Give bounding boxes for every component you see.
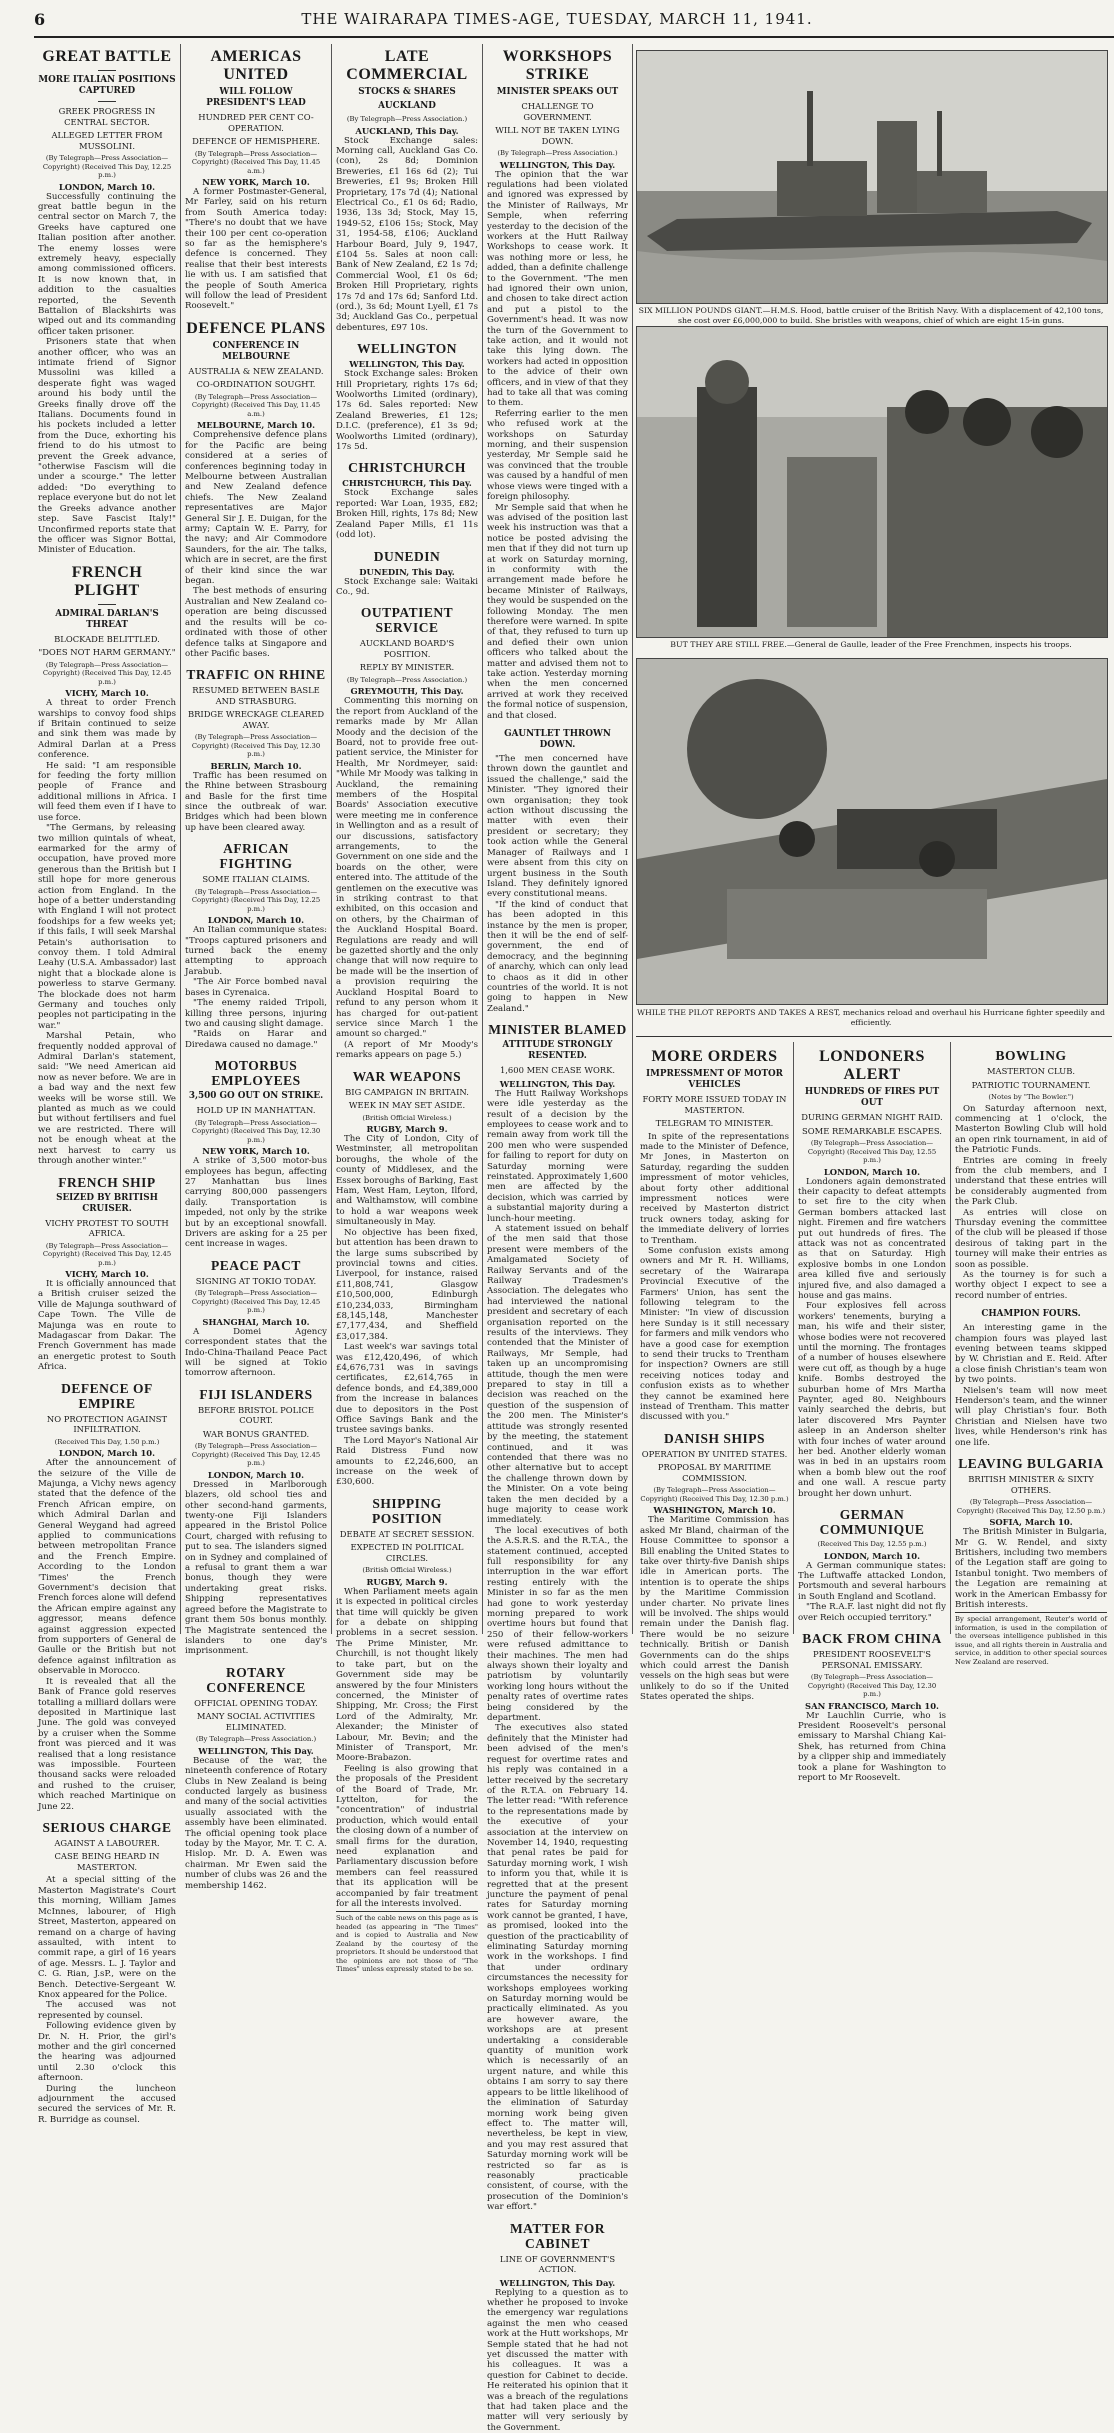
subheading: EXPECTED IN POLITICAL CIRCLES. — [350, 1542, 464, 1563]
subheading: "DOES NOT HARM GERMANY." — [38, 647, 176, 658]
paragraph: (A report of Mr Moody's remarks appears on page 5.) — [336, 1039, 478, 1061]
paragraph: Marshal Petain, who frequently nodded approval of Admiral Darlan's statement, said: "We need American aid now as never before. We are in a bad way and the next few weeks will be worse still. We planted as much as we could but without fertilisers and fuel we are restricted. There will not be enough wheat at the next harvest to carry us through another winter." — [38, 1031, 176, 1167]
credit-line: (By Telegraph—Press Association—Copyright) (Received This Day, 12.45 p.m.) — [42, 1241, 172, 1267]
paragraph: It is officially announced that a British cruiser seized the Ville de Majunga southward of Cape Town. The Ville de Majunga was en route to Madagascar from Dakar. The French Government has made an energetic protest to South Africa. — [38, 1279, 176, 1373]
subheading: GAUNTLET THROWN DOWN. — [504, 729, 611, 751]
section-rule — [636, 1036, 1112, 1037]
photo-caption: WHILE THE PILOT REPORTS AND TAKES A REST, mechanics reload and overhaul his Hurricane fighter speedily and efficiently. — [637, 1008, 1105, 1027]
article-wellington-stocks — [336, 341, 478, 452]
column-1 — [38, 44, 176, 2125]
paragraph: Entries are coming in freely from the club members, and I understand that these entries will be considerably augmented from the Park Club. — [955, 1155, 1107, 1208]
paragraph: "The R.A.F. last night did not fly over Reich occupied territory." — [798, 1602, 946, 1623]
column-rule — [331, 44, 332, 1634]
paragraph: A threat to order French warships to convoy food ships if Britain continued to seize and sink them was made by Admiral Darlan at a Press conference. — [38, 698, 176, 761]
paragraph: Prisoners state that when another officer, who was an intimate friend of Signor Mussolini was killed a desperate fight was waged around his body until the Greeks finally drove off the Italians. Documents found in his pockets included a letter from the Duce, exhorting his friend to do his utmost to prevent the Greek advance, "otherwise Fascism will die under a scourge." The letter added: "Do everything to replace everyone but do not let the Greeks advance another step. Save Fascist Italy!" Unconfirmed reports state that the officer was Signor Bottai, Minister of Education. — [38, 337, 176, 556]
subheading: IMPRESSMENT OF MOTOR VEHICLES — [646, 1069, 783, 1090]
column-rule — [632, 44, 633, 1634]
article-champion-fours — [955, 1309, 1107, 1448]
headline: MINISTER BLAMED — [488, 1022, 627, 1038]
credit-line: (By Telegraph—Press Association.) — [346, 115, 468, 123]
subheading: TELEGRAM TO MINISTER. — [655, 1118, 774, 1128]
article-danish-ships — [640, 1431, 789, 1703]
paragraph: No objective has been fixed, but attention has been drawn to the large sums subscribed by provincial towns and cities. Liverpool, for instance, raised £11,808,741, Glasgow £10,500,000, Edinburgh £10,234,033, Birmingham £8,145,148, Manchester £7,177,434, and Sheffield £3,017,384. — [336, 1227, 478, 1342]
paragraph: In spite of the representations made to the Minister of Defence, Mr Jones, in Masterton on Saturday, regarding the sudden impressment of motor vehicles, about forty other additional impressment notices were received by Masterton district truck owners today, asking for the immediate delivery of lorries to Trentham. — [640, 1131, 789, 1246]
credit-line: (By Telegraph—Press Association—Copyright) (Received This Day, 12.45 p.m.) — [191, 1442, 321, 1468]
dateline: WELLINGTON, This Day. — [499, 159, 616, 170]
headline: WELLINGTON — [356, 341, 458, 357]
subheading: CASE BEING HEARD IN MASTERTON. — [54, 1851, 160, 1872]
credit-line: (By Telegraph—Press Association—Copyright) (Received This Day, 12.25 p.m.) — [191, 887, 321, 913]
paragraph: After the announcement of the seizure of the Ville de Majunga, a Vichy news agency stated that the defence of the French African empire, on which Admiral Darlan and General Weygand had agreed applied to communications between metropolitan France and the French Empire. According to the London 'Times' the French Government's decision that French forces alone will defend the African empire against any aggressor, means defence against aggression expected from supporters of General de Gaulle or the British but not defence against infiltration as observable in Morocco. — [38, 1458, 176, 1677]
subheading: BRIDGE WRECKAGE CLEARED AWAY. — [187, 709, 325, 730]
photo-de-gaulle-inspection — [636, 326, 1108, 638]
column-6 — [798, 1044, 946, 1783]
subheading: CHALLENGE TO GOVERNMENT. — [521, 101, 594, 122]
photo-hms-hood — [636, 50, 1108, 304]
headline: LATE COMMERCIAL — [346, 48, 468, 83]
paragraph: Successfully continuing the great battle begun in the central sector on March 7, the Greeks have captured one Italian position after another. The enemy losses were extremely heavy, especially among commissioned officers. It is now known that, in addition to the casualties reported, the Seventh Battalion of Blackshirts was wiped out and its commanding officer taken prisoner. — [38, 191, 176, 337]
credit-line: (By Telegraph—Press Association—Copyright) (Received This Day, 12.30 p.m.) — [807, 1673, 937, 1699]
subheading: DEBATE AT SECRET SESSION. — [339, 1528, 475, 1539]
headline: CHRISTCHURCH — [348, 460, 466, 476]
article-german-communique — [798, 1507, 946, 1623]
credit-line: (By Telegraph—Press Association—Copyright) (Received This Day, 11.45 a.m.) — [191, 392, 321, 418]
credit-line: (British Official Wireless.) — [362, 1113, 452, 1122]
photo-caption: BUT THEY ARE STILL FREE.—General de Gaulle, leader of the Free Frenchmen, inspects his troops. — [670, 640, 1072, 649]
headline: DEFENCE PLANS — [186, 319, 326, 337]
column-rule — [950, 1042, 951, 1634]
subheading: SEIZED BY BRITISH CRUISER. — [56, 1192, 158, 1214]
paragraph: Londoners again demonstrated their capacity to defeat attempts to set fire to the city when German bombers attacked last night. Firemen and fire watchers put out hundreds of fires. The attack was not as concentrated as that on Saturday. High explosive bombs in one London area killed five and seriously injured five, and also damaged a house and gas mains. — [798, 1176, 946, 1301]
article-back-from-china — [798, 1631, 946, 1783]
article-matter-for-cabinet — [487, 2221, 628, 2433]
subheading: CONFERENCE IN MELBOURNE — [212, 340, 300, 362]
paragraph: Mr Lauchlin Currie, who is President Roosevelt's personal emissary to Marshal Chiang Kai-Shek, has returned from China by a clipper ship and immediately took a plane for Washington to report to Mr Roosevelt. — [798, 1710, 946, 1783]
article-leaving-bulgaria — [955, 1456, 1107, 1666]
headline: OUTPATIENT SERVICE — [360, 605, 454, 636]
dateline: VICHY, March 10. — [65, 1269, 149, 1279]
headline: WORKSHOPS STRIKE — [502, 48, 613, 83]
subheading: FORTY MORE ISSUED TODAY IN MASTERTON. — [642, 1094, 787, 1115]
credit-line: (By Telegraph—Press Association.) — [195, 1735, 317, 1744]
paragraph: A statement issued on behalf of the men said that those present were members of the Amalgamated Society of Railway Servants and of the Railway Tradesmen's Association. The delegates who had interviewed the national president and secretary of each organisation reported on the results of the interviews. They contended that the Minister of Railways, Mr Semple, had taken up an uncompromising attitude, though the men were prepared to stay in till a decision was reached on the question of the suspension of the 200 men. The Minister's attitude was strongly resented by the meeting, the statement continued, and it was contended that there was no other alternative but to accept the challenge thrown down by the Minister. On a vote being taken the men decided by a huge majority to cease work immediately. — [487, 1223, 628, 1526]
article-african-fighting — [185, 841, 327, 1050]
paragraph: The Hutt Railway Workshops were idle yesterday as the result of a decision by the employees to cease work and to remain away from work till the 200 men who were suspended for failing to report for duty on Saturday morning were reinstated. Approximately 1,600 men are affected by the decision, which was carried by a substantial majority during a lunch-hour meeting. — [487, 1088, 628, 1224]
article-traffic-on-rhine — [185, 667, 327, 833]
article-americas-united — [185, 48, 327, 312]
paragraph: Four explosives fell across workers' tenements, burying a man, his wife and their sister, whose bodies were not recovered until the morning. The frontages of a number of houses elsewhere were cut off, as though by a huge knife. Bombs destroyed the suburban home of Mrs Martha Paynter, aged 80. Neighbours vainly searched the debris, but later discovered Mrs Paynter asleep in an Anderson shelter with four inches of water around her bed. Another elderly woman was in bed in an upstairs room when a bomb blew out the roof and one wall. A rescue party brought her down unhurt. — [798, 1301, 946, 1499]
paragraph: Feeling is also growing that the proposals of the President of the Board of Trade, Mr. Lyttelton, for the "concentration" of industrial production, which would entail the closing down of a number of small firms for the duration, need explanation and Parliamentary discussion before members can feel reassured that its application will be accompanied by fair treatment for all the interests involved. — [336, 1763, 478, 1910]
headline: PEACE PACT — [211, 1257, 301, 1273]
headline: DEFENCE OF EMPIRE — [61, 1380, 153, 1411]
article-gauntlet-thrown-down — [487, 729, 628, 1014]
subheading: BLOCKADE BELITTLED. — [54, 633, 160, 644]
dateline: LONDON, March 10. — [207, 915, 305, 926]
headline: LONDONERS ALERT — [819, 1048, 925, 1083]
credit-line: (Received This Day, 12.55 p.m.) — [817, 1540, 927, 1549]
photo-caption: SIX MILLION POUNDS GIANT.—H.M.S. Hood, battle cruiser of the British Navy. With a displacement of 42,100 tons, she cost over £6,000,000 to build. She bristles with weapons, chief of which are eight 15-in guns. — [638, 306, 1104, 325]
headline: TRAFFIC ON RHINE — [186, 667, 326, 683]
headline: ROTARY CONFERENCE — [206, 1664, 306, 1695]
paragraph: Stock Exchange sales: Morning call, Auckland Gas Co. (con), 2s 8d; Dominion Breweries, £1 16s 6d (2); Tui Breweries, £1 9s; Broken Hill Proprietary, 17s 7d (4); National Electrical Co., £1 0s 6d; Radio, 1936, 13s 3d; Stock, May 15, 1949-52, £106 15s; Stock, May 31, 1954-58, £106; Auckland Harbour Board, July 9, 1947, £104 5s. Sales at noon call: Bank of New Zealand, £2 1s 7d; Commercial Wool, £1 0s 6d; Broken Hill Proprietary, rights 17s 7d and 17s 6d; Sanford Ltd. (ord.), 3s 6d; Mount Lyell, £1 7s 3d; Auckland Gas Co., perpetual debentures, £97 10s. — [336, 135, 478, 333]
headline: FRENCH SHIP — [58, 1174, 156, 1190]
paragraph: Stock Exchange sale: Waitaki Co., 9d. — [336, 576, 478, 597]
headline: WAR WEAPONS — [352, 1068, 462, 1084]
headline: LEAVING BULGARIA — [958, 1456, 1104, 1472]
article-workshops-strike — [487, 48, 628, 721]
dateline: SAN FRANCISCO, March 10. — [805, 1700, 939, 1711]
credit-line: (By Telegraph—Press Association—Copyright) (Received This Day, 12.30 p.m.) — [640, 1486, 789, 1503]
dateline: WELLINGTON, This Day. — [198, 1745, 314, 1756]
subheading: WAR BONUS GRANTED. — [202, 1428, 310, 1439]
credit-line: (By Telegraph—Press Association—Copyright) (Received This Day, 12.30 p.m.) — [191, 1118, 321, 1144]
article-war-weapons — [336, 1069, 478, 1488]
subheading: STOCKS & SHARES — [358, 87, 456, 97]
paragraph: "The enemy raided Tripoli, killing three persons, injuring two and causing slight damage. — [185, 998, 327, 1029]
article-bowling — [955, 1048, 1107, 1301]
dateline: SHANGHAI, March 10. — [202, 1316, 310, 1327]
paragraph: Nielsen's team will now meet Henderson's team, and the winner will play Christian's four. Both Christian and Nielsen have two lives, while Henderson's rink has one life. — [955, 1385, 1107, 1448]
subheading: LINE OF GOVERNMENT'S ACTION. — [499, 2253, 616, 2275]
paragraph: The local executives of both the A.S.R.S. and the R.T.A., the statement continued, accepted full responsibility for any interruption in the war effort resting entirely with the Minister in so far as the men had gone to work yesterday morning prepared to work overtime hours but found that 250 of their fellow-workers were refused admittance to their machines. The men had always shown their loyalty and patriotism by voluntarily working long hours without the penalty rates of overtime rates being considered by the department. — [487, 1525, 628, 1724]
dateline: GREYMOUTH, This Day. — [350, 686, 464, 697]
dateline: WELLINGTON, This Day. — [499, 2277, 616, 2288]
headline: BOWLING — [995, 1048, 1067, 1063]
headline: DANISH SHIPS — [664, 1430, 765, 1446]
paragraph: An interesting game in the champion fours was played last evening between teams skipped by W. Christian and E. Reid. After a close finish Christian's team won by two points. — [955, 1323, 1107, 1386]
subheading: GREEK PROGRESS IN CENTRAL SECTOR. — [58, 106, 156, 127]
subheading: DEFENCE OF HEMISPHERE. — [192, 136, 320, 146]
headline: MOTORBUS EMPLOYEES — [211, 1058, 301, 1089]
credit-line: (By Telegraph—Press Association—Copyright) (Received This Day, 11.45 a.m.) — [191, 149, 321, 175]
column-rule — [482, 44, 483, 1634]
paragraph: A German communique states: The Luftwaffe attacked London, Portsmouth and several harbours in South England and Scotland. — [798, 1560, 946, 1602]
subheading: MANY SOCIAL ACTIVITIES ELIMINATED. — [196, 1711, 316, 1732]
subheading: ATTITUDE STRONGLY RESENTED. — [502, 1040, 613, 1062]
dateline: NEW YORK, March 10. — [202, 177, 310, 187]
paragraph: The opinion that the war regulations had been violated and ignored was expressed by the Minister of Railways, Mr Semple, when referring yesterday to the decision of the workers at the Hutt Railway Workshops to cease work. It was nothing more or less, he added, than a definite challenge to the Government. "The men had ignored their own union, and chosen to take direct action and put a pistol to the Government's head. It was now the turn of the Government to take action, and it would not take this lying down. The workers had acted in opposition to the advice of their own officers, and in view of that they had to take all that was coming to them. — [487, 169, 628, 409]
subheading: WILL FOLLOW PRESIDENT'S LEAD — [206, 87, 306, 108]
article-christchurch-stocks — [336, 460, 478, 540]
paragraph: When Parliament meets again it is expected in political circles that time will quickly be given for a debate on shipping problems in a secret session. The Prime Minister, Mr. Churchill, is not thought likely to take part, but on the Government side may be answered by the four Ministers concerned, the Minister of Shipping, Mr. Cross; the First Lord of the Admiralty, Mr. Alexander; the Minister of Labour, Mr. Bevin; and the Minister of Transport, Mr. Moore-Brabazon. — [336, 1586, 478, 1764]
dateline: LONDON, March 10. — [207, 1469, 305, 1480]
article-french-plight — [38, 564, 176, 1167]
dateline: WELLINGTON, This Day. — [349, 359, 465, 370]
dateline: LONDON, March 10. — [823, 1550, 921, 1561]
paragraph: Mr Semple said that when he was advised of the position last week his instruction was that a notice be posted advising the men that if they did not turn up at work on Saturday morning, in conformity with the arrangement made before he became Minister of Railways, they would be suspended on the following Monday. The men therefore were warned. In spite of that, they refused to turn up and defied their own union officers who talked about the matter and advised them not to take action. Yesterday morning when the men concerned arrived at work they received the formal notice of suspension, and that closed. — [487, 502, 628, 721]
credit-line: (By Telegraph—Press Association.) — [346, 675, 468, 684]
subheading: NO PROTECTION AGAINST INFILTRATION. — [46, 1413, 168, 1435]
paragraph: During the luncheon adjournment the accused secured the services of Mr. R. R. Burridge as counsel. — [38, 2083, 176, 2125]
paragraph: The City of London, City of Westminster, all metropolitan boroughs, the whole of the county of Middlesex, and the Essex boroughs of Barking, East Ham, West Ham, Leyton, Ilford, and Walthamstow, will combine to hold a war weapons week simultaneously in May. — [336, 1134, 478, 1228]
subheading: AUCKLAND BOARD'S POSITION. — [359, 638, 455, 659]
column-5 — [640, 1044, 789, 1703]
credit-line: (Received This Day, 1.50 p.m.) — [54, 1437, 160, 1446]
column-rule — [180, 44, 181, 1634]
subheading: ALLEGED LETTER FROM MUSSOLINI. — [51, 130, 163, 151]
headline: GREAT BATTLE — [42, 48, 172, 65]
masthead — [0, 0, 1114, 34]
subheading: SOME ITALIAN CLAIMS. — [202, 874, 310, 885]
column-7 — [955, 1044, 1107, 1666]
headline: GERMAN COMMUNIQUE — [819, 1507, 925, 1538]
newspaper-title: THE WAIRARAPA TIMES-AGE, TUESDAY, MARCH 11, 1941. — [301, 10, 813, 28]
paragraph: A strike of 3,500 motor-bus employees has begun, affecting 27 Manhattan bus lines carrying 800,000 passengers daily. Transportation is impeded, not only by the strike but by an exceptional snowfall. Drivers are asking for a 25 per cent increase in wages. — [185, 1156, 327, 1250]
headline: FRENCH PLIGHT — [71, 563, 143, 599]
headline: MATTER FOR CABINET — [509, 2220, 606, 2251]
article-great-battle — [38, 48, 176, 556]
paragraph: The executives also stated definitely that the Minister had been advised of the men's request for overtime rates and his reply was contained in a letter received by the secretary of the R.T.A. on February 14. The letter read: "With reference to the representations made by the executive of your association at the interview on November 14, 1940, requesting that penal rates be paid for Saturday morning work, I wish to inform you that, while it is regretted that at the present juncture the payment of penal rates for Saturday morning work cannot be granted, I have, as promised, looked into the question of the practicability of eliminating Saturday morning work in the workshops. I find that under ordinary circumstances the necessity for workshops employees working on Saturday morning would be practically eliminated. As you are however aware, the workshops are at present undertaking a considerable quantity of munition work which is necessarily of an urgent nature, and while this obtains I am sorry to say there appears to be little likelihood of the elimination of Saturday morning work being given effect to. The matter will, nevertheless, be kept in view, and you may rest assured that Saturday morning work will be restricted so far as is reasonably practicable consistent, of course, with the prosecution of the Dominion's war effort." — [487, 1723, 628, 2213]
headline: BACK FROM CHINA — [802, 1631, 942, 1647]
paragraph: Dressed in Marlborough blazers, old school ties and other second-hand garments, twenty-one Fiji Islanders appeared in the Bristol Police Court, charged with refusing to put to sea. The islanders signed on in Sydney and complained of a refusal to grant them a war bonus, though they were undertaking great risks. Shipping representatives agreed before the Magistrate to grant them 50s bonus monthly. The Magistrate sentenced the islanders to one day's imprisonment. — [185, 1479, 327, 1657]
dateline: DUNEDIN, This Day. — [359, 566, 455, 577]
subheading: VICHY PROTEST TO SOUTH AFRICA. — [45, 1217, 169, 1238]
subheading: OFFICIAL OPENING TODAY. — [194, 1697, 318, 1708]
dateline: LONDON, March 10. — [58, 1448, 156, 1459]
column-3 — [336, 44, 478, 1974]
article-londoners-alert — [798, 1048, 946, 1499]
subheading: PATRIOTIC TOURNAMENT. — [971, 1079, 1091, 1090]
paragraph: On Saturday afternoon next, commencing at 1 o'clock, the Masterton Bowling Club will hold an open rink tournament, in aid of the Patriotic Funds. — [955, 1103, 1107, 1156]
subheading: BIG CAMPAIGN IN BRITAIN. — [345, 1086, 469, 1097]
article-peace-pact — [185, 1258, 327, 1379]
paragraph: The accused was not represented by counsel. — [38, 2000, 176, 2021]
column-rule — [793, 1042, 794, 1634]
paragraph: Commenting this morning on the report from Auckland of the remarks made by Mr Allan Moody and the decision of the Board, not to provide free out-patient service, the Minister for Health, Mr Nordmeyer, said: "While Mr Moody was talking in Auckland, the remaining members of the Hospital Boards' Association executive were meeting me in conference in Wellington and as a result of our discussions, satisfactory arrangements, to the Government on one side and the boards on the other, were entered into. The attitude of the gentlemen on the executive was in striking contrast to that exhibited, on this occasion and on others, by the Chairman of the Auckland Hospital Board. Regulations are ready and will be gazetted shortly and the only change that will now require to be made will be the insertion of a provision requiring the Auckland Hospital Board to refund to any person whom it has charged for out-patient service since March 1 the amount so charged." — [336, 696, 478, 1040]
subheading: PROPOSAL BY MARITIME COMMISSION. — [657, 1462, 772, 1483]
paragraph: Some confusion exists among owners and Mr R. H. Williams, secretary of the Wairarapa Provincial Executive of the Farmers' Union, has sent the following telegram to the Minister: "In view of discussion here Sunday is it still necessary for farmers and milk vendors who have a good case for exemption to send their trucks to Trentham for inspection? Owners are still receiving notices today and confusion exists as to whether they cannot be examined here instead of Trentham. This matter discussed with you." — [640, 1245, 789, 1423]
article-shipping-position — [336, 1496, 478, 1974]
paragraph: "The Germans, by releasing two million quintals of wheat, earmarked for the army of occupation, have proved more generous than the British but I still hope for more generous action from England. In the hope of a better understanding with England I will not protect foodships for a few weeks yet; if this fails, I will seek Marshal Petain's authorisation to convoy them. I told Admiral Leahy (U.S.A. Ambassador) last night that a blockade alone is powerless to starve Germany. The blockade does not harm Germany and touches only peoples not participating in the war." — [38, 823, 176, 1031]
article-serious-charge — [38, 1820, 176, 2125]
paragraph: As the tourney is for such a worthy object I expect to see a record number of entries. — [955, 1270, 1107, 1301]
dateline: AUCKLAND, This Day. — [355, 125, 459, 136]
credit-line: (By Telegraph—Press Association—Copyright) (Received This Day, 12.55 p.m.) — [807, 1139, 937, 1164]
paragraph: Last week's war savings total was £12,420,496, of which £4,676,731 was in savings certificates, £2,614,765 in defence bonds, and £4,389,000 from the increase in balances due to depositors in the Post Office Savings Bank and the trustee savings banks. — [336, 1342, 478, 1436]
subheading: WILL NOT BE TAKEN LYING DOWN. — [495, 125, 620, 146]
credit-line: (By Telegraph—Press Association.) — [497, 149, 618, 157]
headline: DUNEDIN — [373, 548, 441, 564]
paragraph: Stock Exchange sales: Broken Hill Proprietary, rights 17s 6d; Woolworths Limited (ordinary), 17s 6d. Sales reported: New Zealand Breweries, £1 12s; D.I.C. (preference), £1 3s 9d; Woolworths Limited (ordinary), 17s 5d. — [336, 369, 478, 453]
subheading: HUNDRED PER CENT CO-OPERATION. — [198, 112, 314, 133]
paragraph: Following evidence given by Dr. N. H. Prior, the girl's mother and the girl concerned the hearing was adjourned until 2.30 o'clock this afternoon. — [38, 2021, 176, 2084]
credit-line: (By Telegraph—Press Association—Copyright) (Received This Day, 12.45 p.m.) — [191, 1289, 321, 1315]
dateline: SOFIA, March 10. — [989, 1517, 1073, 1528]
subheading: AGAINST A LABOURER. — [54, 1837, 160, 1848]
article-late-commercial — [336, 48, 478, 333]
subheading: HUNDREDS OF FIRES PUT OUT — [804, 1087, 940, 1108]
column-2 — [185, 44, 327, 1891]
subheading: AUSTRALIA & NEW ZEALAND. — [188, 365, 324, 376]
subheading: WEEK IN MAY SET ASIDE. — [348, 1100, 466, 1111]
subheading: REPLY BY MINISTER. — [359, 662, 455, 673]
credit-line: (By Telegraph—Press Association—Copyright) (Received This Day, 12.30 p.m.) — [191, 733, 321, 759]
dateline: LONDON, March 10. — [58, 181, 156, 192]
dateline: VICHY, March 10. — [65, 688, 149, 699]
subheading: ADMIRAL DARLAN'S THREAT — [55, 608, 159, 630]
subheading: SIGNING AT TOKIO TODAY. — [195, 1275, 317, 1286]
paragraph: It is revealed that all the Bank of France gold reserves totalling a milliard dollars were deposited in Martinique last June. The gold was conveyed by a cruiser when the Somme front was pierced and it was realised that a long resistance was impossible. Fourteen thousand sacks were reloaded and rushed to the cruiser, which reached Martinique on June 22. — [38, 1676, 176, 1812]
dateline: RUGBY, March 9. — [366, 1124, 448, 1135]
headline: FIJI ISLANDERS — [199, 1386, 313, 1402]
paragraph: As entries will close on Thursday evening the committee of the club will be pleased if those desirous of taking part in the tourney will make their entries as soon as possible. — [955, 1207, 1107, 1270]
article-defence-of-empire — [38, 1381, 176, 1812]
credit-line: (By Telegraph—Press Association—Copyright) (Received This Day, 12.25 p.m.) — [42, 154, 172, 179]
subheading: AUCKLAND — [378, 101, 436, 111]
article-rotary-conference — [185, 1665, 327, 1891]
subheading: HOLD UP IN MANHATTAN. — [196, 1105, 316, 1116]
subheading: PRESIDENT ROOSEVELT'S PERSONAL EMISSARY. — [812, 1649, 932, 1670]
page-number: 6 — [34, 10, 46, 29]
paragraph: Because of the war, the nineteenth conference of Rotary Clubs in New Zealand is being conducted largely as business and many of the social activities usually associated with the assembly have been eliminated. The official opening took place today by the Mayor, Mr. T. C. A. Hislop. Mr. D. A. Ewen was chairman. Mr Ewen said the number of clubs was 26 and the membership 1462. — [185, 1755, 327, 1891]
article-dunedin-stocks — [336, 549, 478, 598]
subheading: MINISTER SPEAKS OUT — [496, 87, 619, 97]
paragraph: A Domei Agency correspondent states that the Indo-China-Thailand Peace Pact will be signed at Tokio tomorrow afternoon. — [185, 1326, 327, 1379]
dateline: BERLIN, March 10. — [210, 760, 302, 771]
subheading: CHAMPION FOURS. — [981, 1309, 1081, 1320]
headline: SERIOUS CHARGE — [42, 1819, 172, 1835]
paragraph: He said: "I am responsible for feeding the forty million people of France and additional millions in Africa. I will feed them even if I have to use force. — [38, 760, 176, 823]
battleship-illustration — [637, 51, 1107, 303]
credit-line: (Notes by "The Bowler.") — [988, 1093, 1074, 1101]
subheading: 3,500 GO OUT ON STRIKE. — [188, 1091, 324, 1102]
paragraph: "If the kind of conduct that has been adopted in this instance by the men is proper, then it will be the end of self-government, the end of democracy, and the beginning of anarchy, which can only lead to chaos as it did in other countries of the world. It is not going to happen in New Zealand." — [487, 899, 628, 1014]
dateline: NEW YORK, March 10. — [202, 1146, 310, 1157]
subheading: SOME REMARKABLE ESCAPES. — [802, 1125, 942, 1136]
dateline: WASHINGTON, March 10. — [653, 1505, 776, 1516]
headline: AFRICAN FIGHTING — [219, 841, 293, 872]
aircraft-illustration — [637, 659, 1107, 1004]
article-defence-plans — [185, 320, 327, 659]
footnote: Such of the cable news on this page as is headed (as appearing in "The Times" and is copied to Australia and New Zealand by the courtesy of the proprietors. It should be understood that the opinions are not those of "The Times" unless expressly stated to be so. — [336, 1911, 478, 1974]
subheading: CO-ORDINATION SOUGHT. — [196, 379, 316, 390]
headline: SHIPPING POSITION — [371, 1495, 443, 1526]
headline: AMERICAS UNITED — [210, 48, 302, 83]
paragraph: "The Air Force bombed naval bases in Cyrenaica. — [185, 977, 327, 998]
dateline: WELLINGTON, This Day. — [499, 1078, 616, 1089]
headline: MORE ORDERS — [651, 1048, 778, 1065]
masthead-rule — [34, 36, 1114, 38]
article-outpatient-service — [336, 605, 478, 1060]
subheading: RESUMED BETWEEN BASLE AND STRASBURG. — [192, 685, 320, 706]
credit-line: (British Official Wireless.) — [362, 1566, 452, 1575]
subheading: OPERATION BY UNITED STATES. — [641, 1448, 788, 1459]
dateline: RUGBY, March 9. — [366, 1576, 448, 1587]
paragraph: Replying to a question as to whether he proposed to invoke the emergency war regulations against the men who ceased work at the Hutt workshops, Mr Semple stated that he had not yet discussed the matter with his colleagues. It was a question for Cabinet to decide. He reiterated his opinion that it was a breach of the regulations that had taken place and the matter will very seriously by the Government. — [487, 2287, 628, 2433]
paragraph: The Maritime Commission has asked Mr Bland, chairman of the House Committee to sponsor a Bill enabling the United States to take over thirty-five Danish ships idle in American ports. The intention is to operate the ships by the Maritime Commission under charter. No private lines will be involved. The ships would remain under the Danish flag. There would be no seizure technically. British or Danish Governments can do the ships which could arrest the Danish vessels on the high seas but were unlikely to do so if the United States operated the ships. — [640, 1515, 789, 1703]
subheading: 1,600 MEN CEASE WORK. — [499, 1065, 616, 1076]
credit-line: (By Telegraph—Press Association—Copyright) (Received This Day, 12.45 p.m.) — [42, 660, 172, 686]
article-motorbus-employees — [185, 1058, 327, 1250]
article-minister-blamed — [487, 1022, 628, 2212]
paragraph: The British Minister in Bulgaria, Mr G. W. Rendel, and sixty Britishers, including two members of the Legation staff are going to Istanbul tonight. Two members of the Legation are remaining at work in the American Embassy for British interests. — [955, 1527, 1107, 1610]
subheading: MASTERTON CLUB. — [986, 1066, 1076, 1076]
article-french-ship — [38, 1175, 176, 1373]
footnote: By special arrangement, Reuter's world of information, is used in the compilation of the overseas intelligence published in this issue, and all rights therein in Australia and service, in addition to other special sources New Zealand are reserved. — [955, 1612, 1107, 1666]
paragraph: Referring earlier to the men who refused work at the workshops on Saturday morning, and their suspension yesterday, Mr Semple said he was convinced that the trouble was caused by a handful of men whose views were tinged with a foreign philosophy. — [487, 408, 628, 503]
paragraph: Stock Exchange sales reported: War Loan, 1935, £82; Broken Hill, rights, 17s 8d; New Zealand Paper Mills, £1 11s (odd lot). — [336, 488, 478, 541]
article-more-orders — [640, 1048, 789, 1423]
subheading: MORE ITALIAN POSITIONS CAPTURED — [38, 75, 176, 96]
subheading: BEFORE BRISTOL POLICE COURT. — [197, 1404, 315, 1426]
dateline: LONDON, March 10. — [823, 1166, 921, 1177]
paragraph: The best methods of ensuring Australian and New Zealand co-operation are being discussed and the results will be co-ordinated with those of other defence talks at Singapore and other Pacific bases. — [185, 586, 327, 659]
troops-illustration — [637, 327, 1107, 637]
paragraph: "Raids on Harar and Diredawa caused no damage." — [185, 1029, 327, 1050]
paragraph: The Lord Mayor's National Air Raid Distress Fund now amounts to £2,246,600, an increase on the week of £30,600. — [336, 1435, 478, 1488]
article-fiji-islanders — [185, 1387, 327, 1657]
paragraph: A former Postmaster-General, Mr Farley, said on his return from South America today: "There's no doubt that we have their 100 per cent co-operation so far as the hemisphere's defence is concerned. They realise that their best interests lie with us. I am satisfied that the people of South America will follow the lead of President Roosevelt." — [185, 187, 327, 312]
paragraph: Comprehensive defence plans for the Pacific are being considered at a series of conferences beginning today in Melbourne between Australian and New Zealand defence chiefs. The New Zealand representatives are Major General Sir J. E. Duigan, for the army; Captain W. E. Parry, for the navy; and Air Commodore Saunders, for the air. The talks, which are in secret, are the first of their kind since the war began. — [185, 430, 327, 587]
paragraph: Traffic has been resumed on the Rhine between Strasbourg and Basle for the first time since the outbreak of war. Bridges which had been blown up have been cleared away. — [185, 770, 327, 833]
column-4 — [487, 44, 628, 2433]
dateline: CHRISTCHURCH, This Day. — [342, 478, 472, 489]
paragraph: An Italian communique states: "Troops captured prisoners and turned back the enemy attempting to approach Jarabub. — [185, 925, 327, 977]
subheading: DURING GERMAN NIGHT RAID. — [801, 1112, 943, 1122]
paragraph: "The men concerned have thrown down the gauntlet and issued the challenge," said the Minister. "They ignored their own organisation; they took action without discussing the matter with even their president or secretary; they took action while the General Manager of Railways and I were absent from this city on urgent business in the South Island. They definitely ignored every constitutional means. — [487, 754, 628, 900]
dateline: MELBOURNE, March 10. — [197, 420, 315, 431]
subheading: BRITISH MINISTER & SIXTY OTHERS. — [968, 1474, 1094, 1495]
paragraph: At a special sitting of the Masterton Magistrate's Court this morning, William James McInnes, labourer, of High Street, Masterton, appeared on remand on a charge of having assaulted, with intent to commit rape, a girl of 16 years of age. Messrs. L. J. Taylor and C. G. Rian, J.sP., were on the Bench. Detective-Sergeant W. Knox appeared for the Police. — [38, 1875, 176, 2000]
photo-hurricane-fighter — [636, 658, 1108, 1005]
credit-line: (By Telegraph—Press Association—Copyright) (Received This Day, 12.50 p.m.) — [956, 1498, 1106, 1515]
